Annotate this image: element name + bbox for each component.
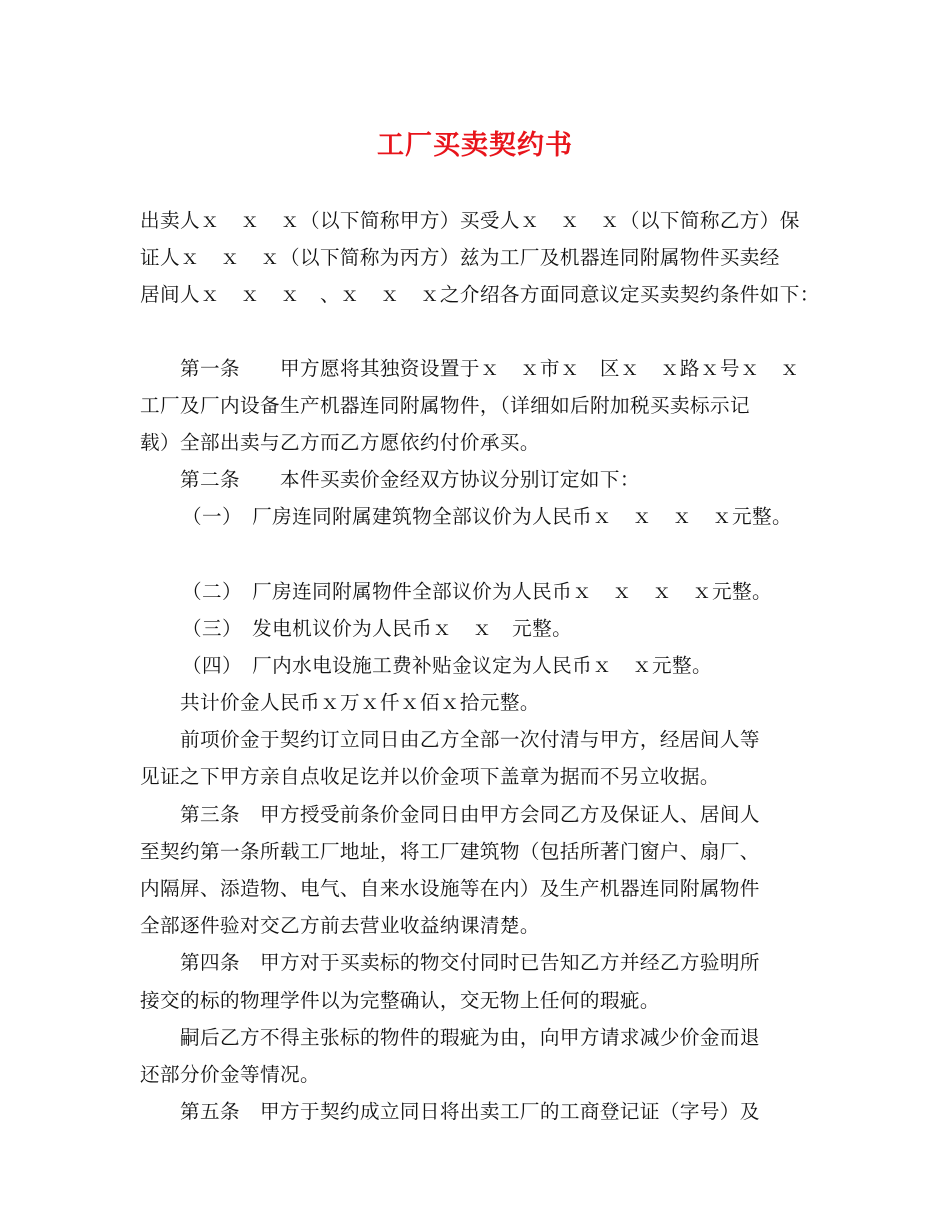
text-line: 见证之下甲方亲自点收足讫并以价金项下盖章为据而不另立收据。 [140, 765, 720, 789]
price-item-4: （四） 厂内水电设施工费补贴金议定为人民币ｘ ｘ元整。 [182, 653, 713, 677]
article-3-line: 第三条 甲方授受前条价金同日由甲方会同乙方及保证人、居间人 [180, 802, 760, 826]
price-item-1: （一） 厂房连同附属建筑物全部议价为人民币ｘ ｘ ｘ ｘ元整。 [182, 505, 793, 529]
paragraph-gap [140, 536, 830, 573]
price-total: 共计价金人民币ｘ万ｘ仟ｘ佰ｘ拾元整。 [180, 691, 540, 715]
text-line: 出卖人ｘ ｘ ｘ（以下简称甲方）买受人ｘ ｘ ｘ（以下简称乙方）保 [140, 209, 800, 232]
text-line: 还部分价金等情况。 [140, 1062, 320, 1086]
article-4-line: 第四条 甲方对于买卖标的物交付同时已告知乙方并经乙方验明所 [180, 951, 760, 975]
article-1-line: 第一条 甲方愿将其独资设置于ｘ ｘ市ｘ 区ｘ ｘ路ｘ号ｘ ｘ [180, 356, 800, 380]
text-line: 嗣后乙方不得主张标的物件的瑕疵为由，向甲方请求减少价金而退 [180, 1025, 760, 1049]
text-line: 接交的标的物理学件以为完整确认，交无物上任何的瑕疵。 [140, 988, 660, 1012]
document-body [140, 202, 830, 1130]
price-item-2: （二） 厂房连同附属物件全部议价为人民币ｘ ｘ ｘ ｘ元整。 [182, 579, 773, 603]
paragraph-gap [140, 314, 830, 350]
text-line: 居间人ｘ ｘ ｘ 、ｘ ｘ ｘ之介绍各方面同意议定买卖契约条件如下： [140, 283, 820, 307]
text-line: 前项价金于契约订立同日由乙方全部一次付清与甲方，经居间人等 [180, 728, 760, 752]
text-line: 工厂及厂内设备生产机器连同附属物件，（详细如后附加税买卖标示记 [140, 393, 751, 417]
text-line: 至契约第一条所载工厂地址，将工厂建筑物（包括所著门窗户、扇厂、 [140, 839, 760, 863]
price-item-3: （三） 发电机议价为人民币ｘ ｘ 元整。 [182, 616, 573, 640]
article-2-line: 第二条 本件买卖价金经双方协议分别订定如下： [180, 468, 640, 492]
text-line: 全部逐件验对交乙方前去营业收益纳课清楚。 [140, 914, 540, 938]
text-line: 内隔屏、添造物、电气、自来水设施等在内）及生产机器连同附属物件 [140, 877, 760, 900]
document-title: 工厂买卖契约书 [377, 130, 573, 161]
text-line: 证人ｘ ｘ ｘ（以下简称为丙方）兹为工厂及机器连同附属物件买卖经 [140, 246, 780, 270]
text-line: 载）全部出卖与乙方而乙方愿依约付价承买。 [140, 430, 540, 454]
article-5-line: 第五条 甲方于契约成立同日将出卖工厂的工商登记证（字号）及 [180, 1100, 760, 1124]
